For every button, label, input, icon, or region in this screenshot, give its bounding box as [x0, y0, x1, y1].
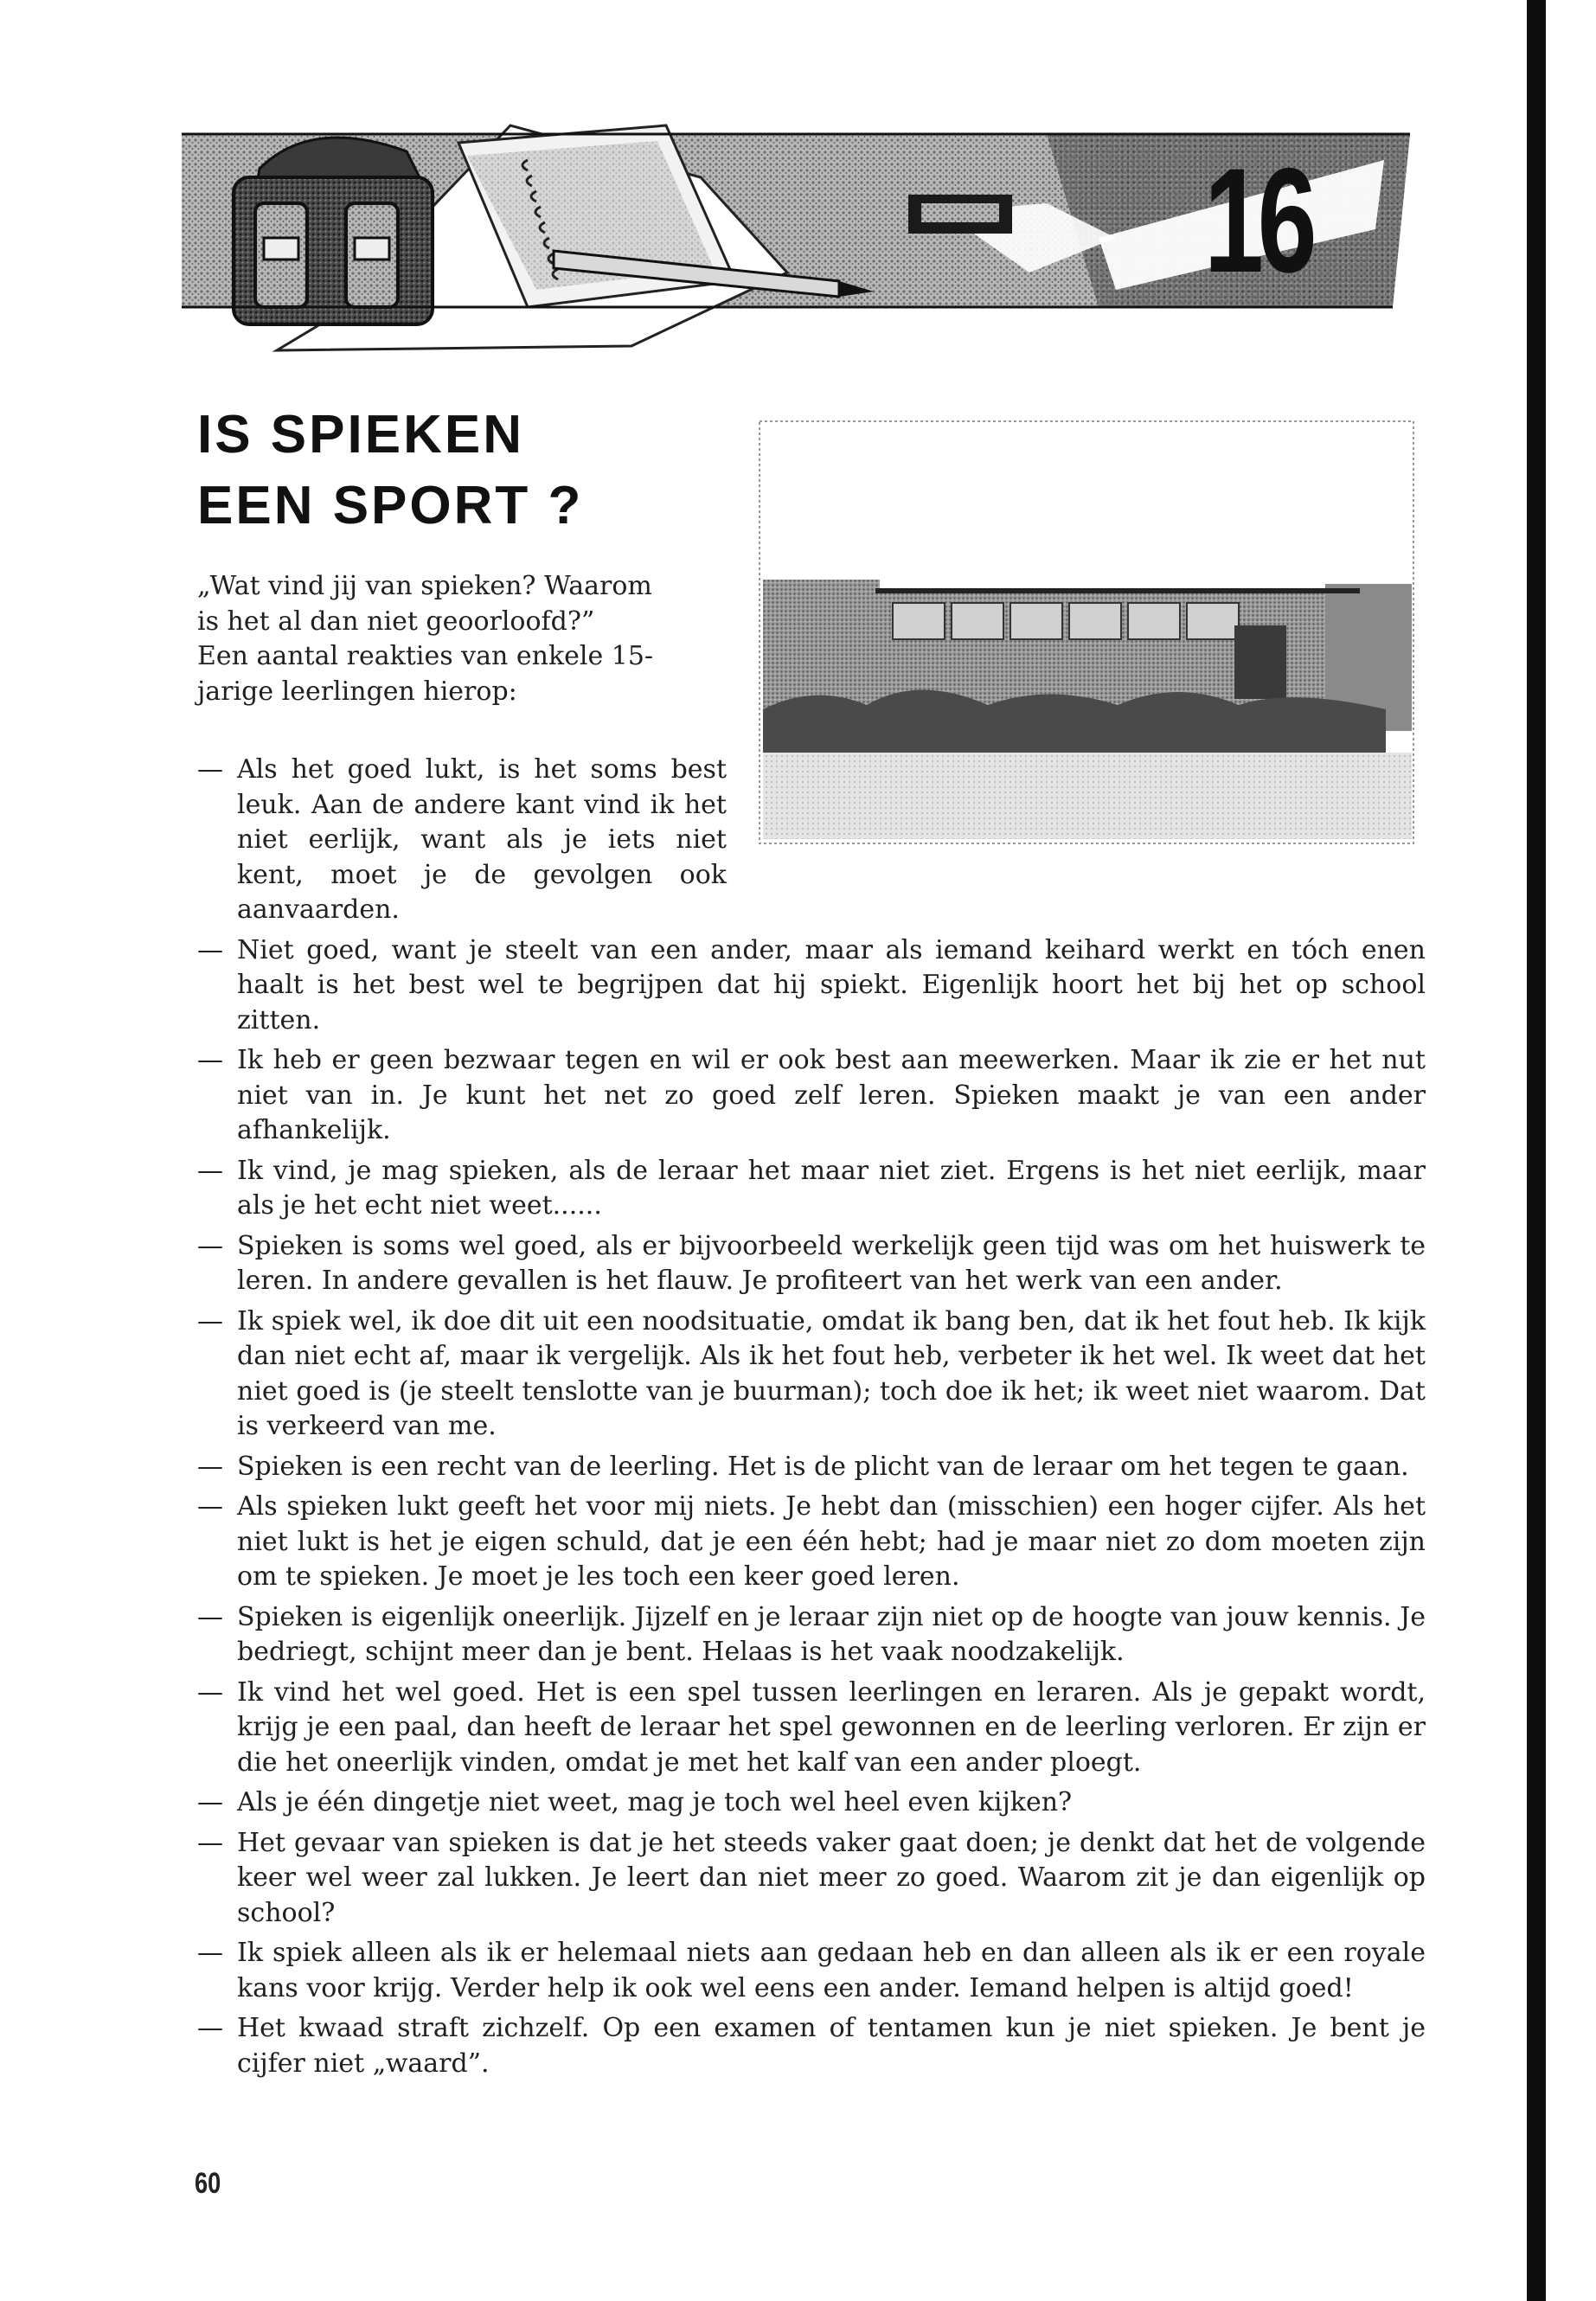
remark-item	[197, 1304, 1426, 1445]
remark-dash: —	[197, 1601, 223, 1632]
scan-edge-bar	[1527, 0, 1546, 2301]
remark-dash: —	[197, 1451, 223, 1482]
remark-text: Spieken is een recht van de leerling. Het is de plicht van de leraar om het tegen te gaan.	[237, 1451, 1409, 1482]
intro-line: jarige leerlingen hierop:	[197, 676, 517, 707]
chapter-number: 16	[1204, 138, 1311, 304]
remark-text: Als je één dingetje niet weet, mag je toch wel heel even kijken?	[237, 1787, 1073, 1817]
remark-item	[197, 933, 1426, 1039]
title-line-2: EEN SPORT ?	[197, 476, 584, 535]
remark-dash: —	[197, 1491, 223, 1522]
remark-text: Niet goed, want je steelt van een ander, maar als iemand keihard werkt en tóch enen haalt is het best wel te begrijpen dat hij spiekt. Eigenlijk hoort het bij het op school zitten.	[237, 934, 1426, 1035]
remark-text: Spieken is eigenlijk oneerlijk. Jijzelf en je leraar zijn niet op de hoogte van jouw kennis. Je bedriegt, schijnt meer dan je bent. Helaas is het vaak noodzakelijk.	[237, 1601, 1426, 1667]
page-number: 60	[195, 2167, 221, 2200]
remark-text: Ik spiek wel, ik doe dit uit een noodsituatie, omdat ik bang ben, dat ik het fout heb. Ik kijk dan niet echt af, maar ik vergelijk. Als ik het fout heb, verbeter ik het wel. Ik weet dat het niet goed is (je steelt tenslotte van je buurman); toch doe ik het; ik weet niet waarom. Dat is verkeerd van me.	[237, 1305, 1426, 1441]
remark-dash: —	[197, 934, 223, 965]
remark-item	[197, 1450, 1426, 1485]
title-line-1: IS SPIEKEN	[197, 405, 524, 465]
article-title	[197, 400, 583, 542]
remark-item	[197, 1785, 1426, 1821]
remark-dash: —	[197, 1305, 223, 1336]
intro-line: „Wat vind jij van spieken? Waarom	[197, 571, 652, 601]
remark-text: Het gevaar van spieken is dat je het steeds vaker gaat doen; je denkt dat het de volgende keer wel weer zal lukken. Je leert dan niet meer zo goed. Waarom zit je dan eigenlijk op school?	[237, 1827, 1426, 1928]
remark-dash: —	[197, 1155, 223, 1186]
student-remarks-list	[197, 753, 1426, 2086]
remark-text: Spieken is soms wel goed, als er bijvoorbeeld werkelijk geen tijd was om het huiswerk te leren. In andere gevallen is het flauw. Je profiteert van het werk van een ander.	[237, 1230, 1426, 1296]
remark-dash: —	[197, 1938, 223, 1968]
intro-line: is het al dan niet geoorloofd?”	[197, 606, 595, 637]
remark-item	[197, 1600, 1426, 1670]
intro-line: Een aantal reakties van enkele 15-	[197, 641, 654, 671]
remark-item	[197, 1154, 1426, 1224]
remark-item	[197, 1826, 1426, 1932]
remark-text: Ik vind, je mag spieken, als de leraar het maar niet ziet. Ergens is het niet eerlijk, maar als je het echt niet weet......	[237, 1155, 1426, 1221]
remark-dash: —	[197, 1676, 223, 1708]
remark-text: Als spieken lukt geeft het voor mij niets. Je hebt dan (misschien) een hoger cijfer. Als het niet lukt is het je eigen schuld, dat je een één hebt; had je maar niet zo dom moeten zijn om te spieken. Je moet je les toch een keer goed leren.	[237, 1491, 1426, 1592]
remark-item	[197, 2011, 1426, 2081]
intro-paragraph	[197, 569, 727, 709]
remark-item	[197, 1043, 1426, 1149]
remark-item	[197, 753, 727, 928]
remark-dash: —	[197, 2013, 223, 2043]
remark-item	[197, 1676, 1426, 1781]
remark-dash: —	[197, 1230, 223, 1261]
remark-text: Als het goed lukt, is het soms best leuk. Aan de andere kant vind ik het niet eerlijk, want als je iets niet kent, moet je de gevolgen ook aanvaarden.	[237, 754, 727, 925]
remark-item	[197, 1490, 1426, 1595]
remark-text: Het kwaad straft zichzelf. Op een examen of tentamen kun je niet spieken. Je bent je cijfer niet „waard”.	[237, 2013, 1426, 2079]
remark-item	[197, 1936, 1426, 2006]
remark-dash: —	[197, 754, 223, 785]
remark-dash: —	[197, 1827, 223, 1858]
remark-text: Ik vind het wel goed. Het is een spel tussen leerlingen en leraren. Als je gepakt wordt, krijg je een paal, dan heeft de leraar het spel gewonnen en de leerling verloren. Er zijn er die het oneerlijk vinden, omdat je met het kalf van een ander ploegt.	[237, 1676, 1426, 1778]
remark-dash: —	[197, 1045, 223, 1075]
remark-text: Ik spiek alleen als ik er helemaal niets aan gedaan heb en dan alleen als ik er een royale kans voor krijg. Verder help ik ook wel eens een ander. Iemand helpen is altijd goed!	[237, 1938, 1426, 2003]
remark-item	[197, 1229, 1426, 1299]
remark-dash: —	[197, 1787, 223, 1817]
schoolbag-drawing	[234, 138, 433, 324]
remark-text: Ik heb er geen bezwaar tegen en wil er ook best aan meewerken. Maar ik zie er het nut niet van in. Je kunt het net zo goed zelf leren. Spieken maakt je van een ander afhankelijk.	[237, 1045, 1426, 1145]
